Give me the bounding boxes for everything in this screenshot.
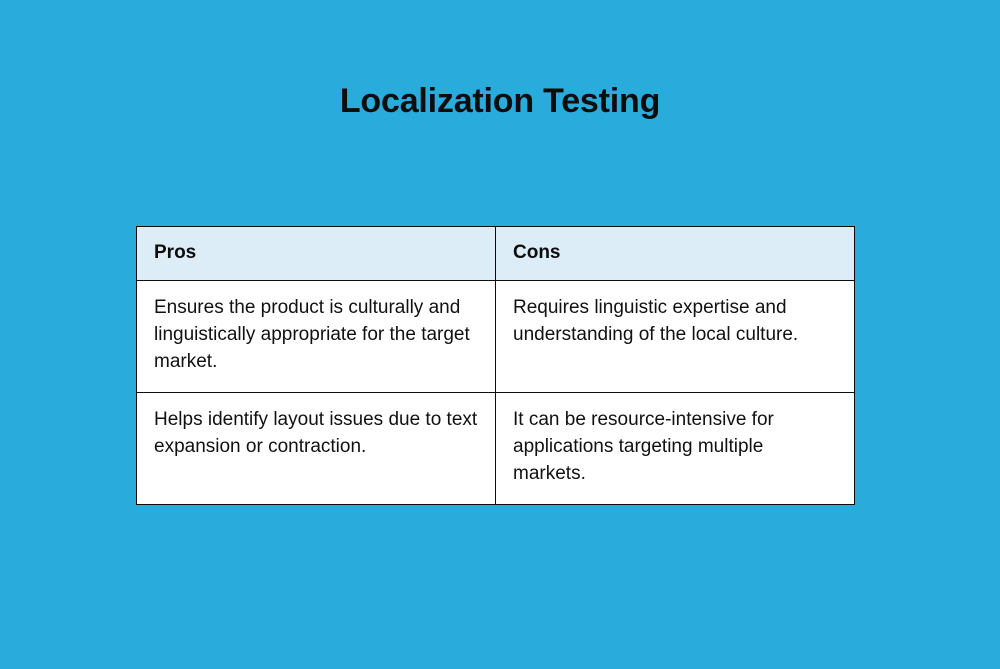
cell-pros-1: Ensures the product is culturally and linguistically appropriate for the target market. bbox=[137, 280, 496, 392]
page-title: Localization Testing bbox=[339, 82, 661, 120]
pros-cons-table bbox=[136, 226, 855, 505]
cell-cons-2: It can be resource-intensive for applications targeting multiple markets. bbox=[496, 392, 855, 504]
pros-cons-table-container bbox=[136, 226, 855, 505]
column-header-cons: Cons bbox=[496, 227, 855, 281]
column-header-pros: Pros bbox=[137, 227, 496, 281]
cell-cons-1: Requires linguistic expertise and understanding of the local culture. bbox=[496, 280, 855, 392]
table-row bbox=[137, 392, 855, 504]
table-header bbox=[137, 227, 855, 281]
table-header-row bbox=[137, 227, 855, 281]
table-body bbox=[137, 280, 855, 504]
cell-pros-2: Helps identify layout issues due to text expansion or contraction. bbox=[137, 392, 496, 504]
table-row bbox=[137, 280, 855, 392]
